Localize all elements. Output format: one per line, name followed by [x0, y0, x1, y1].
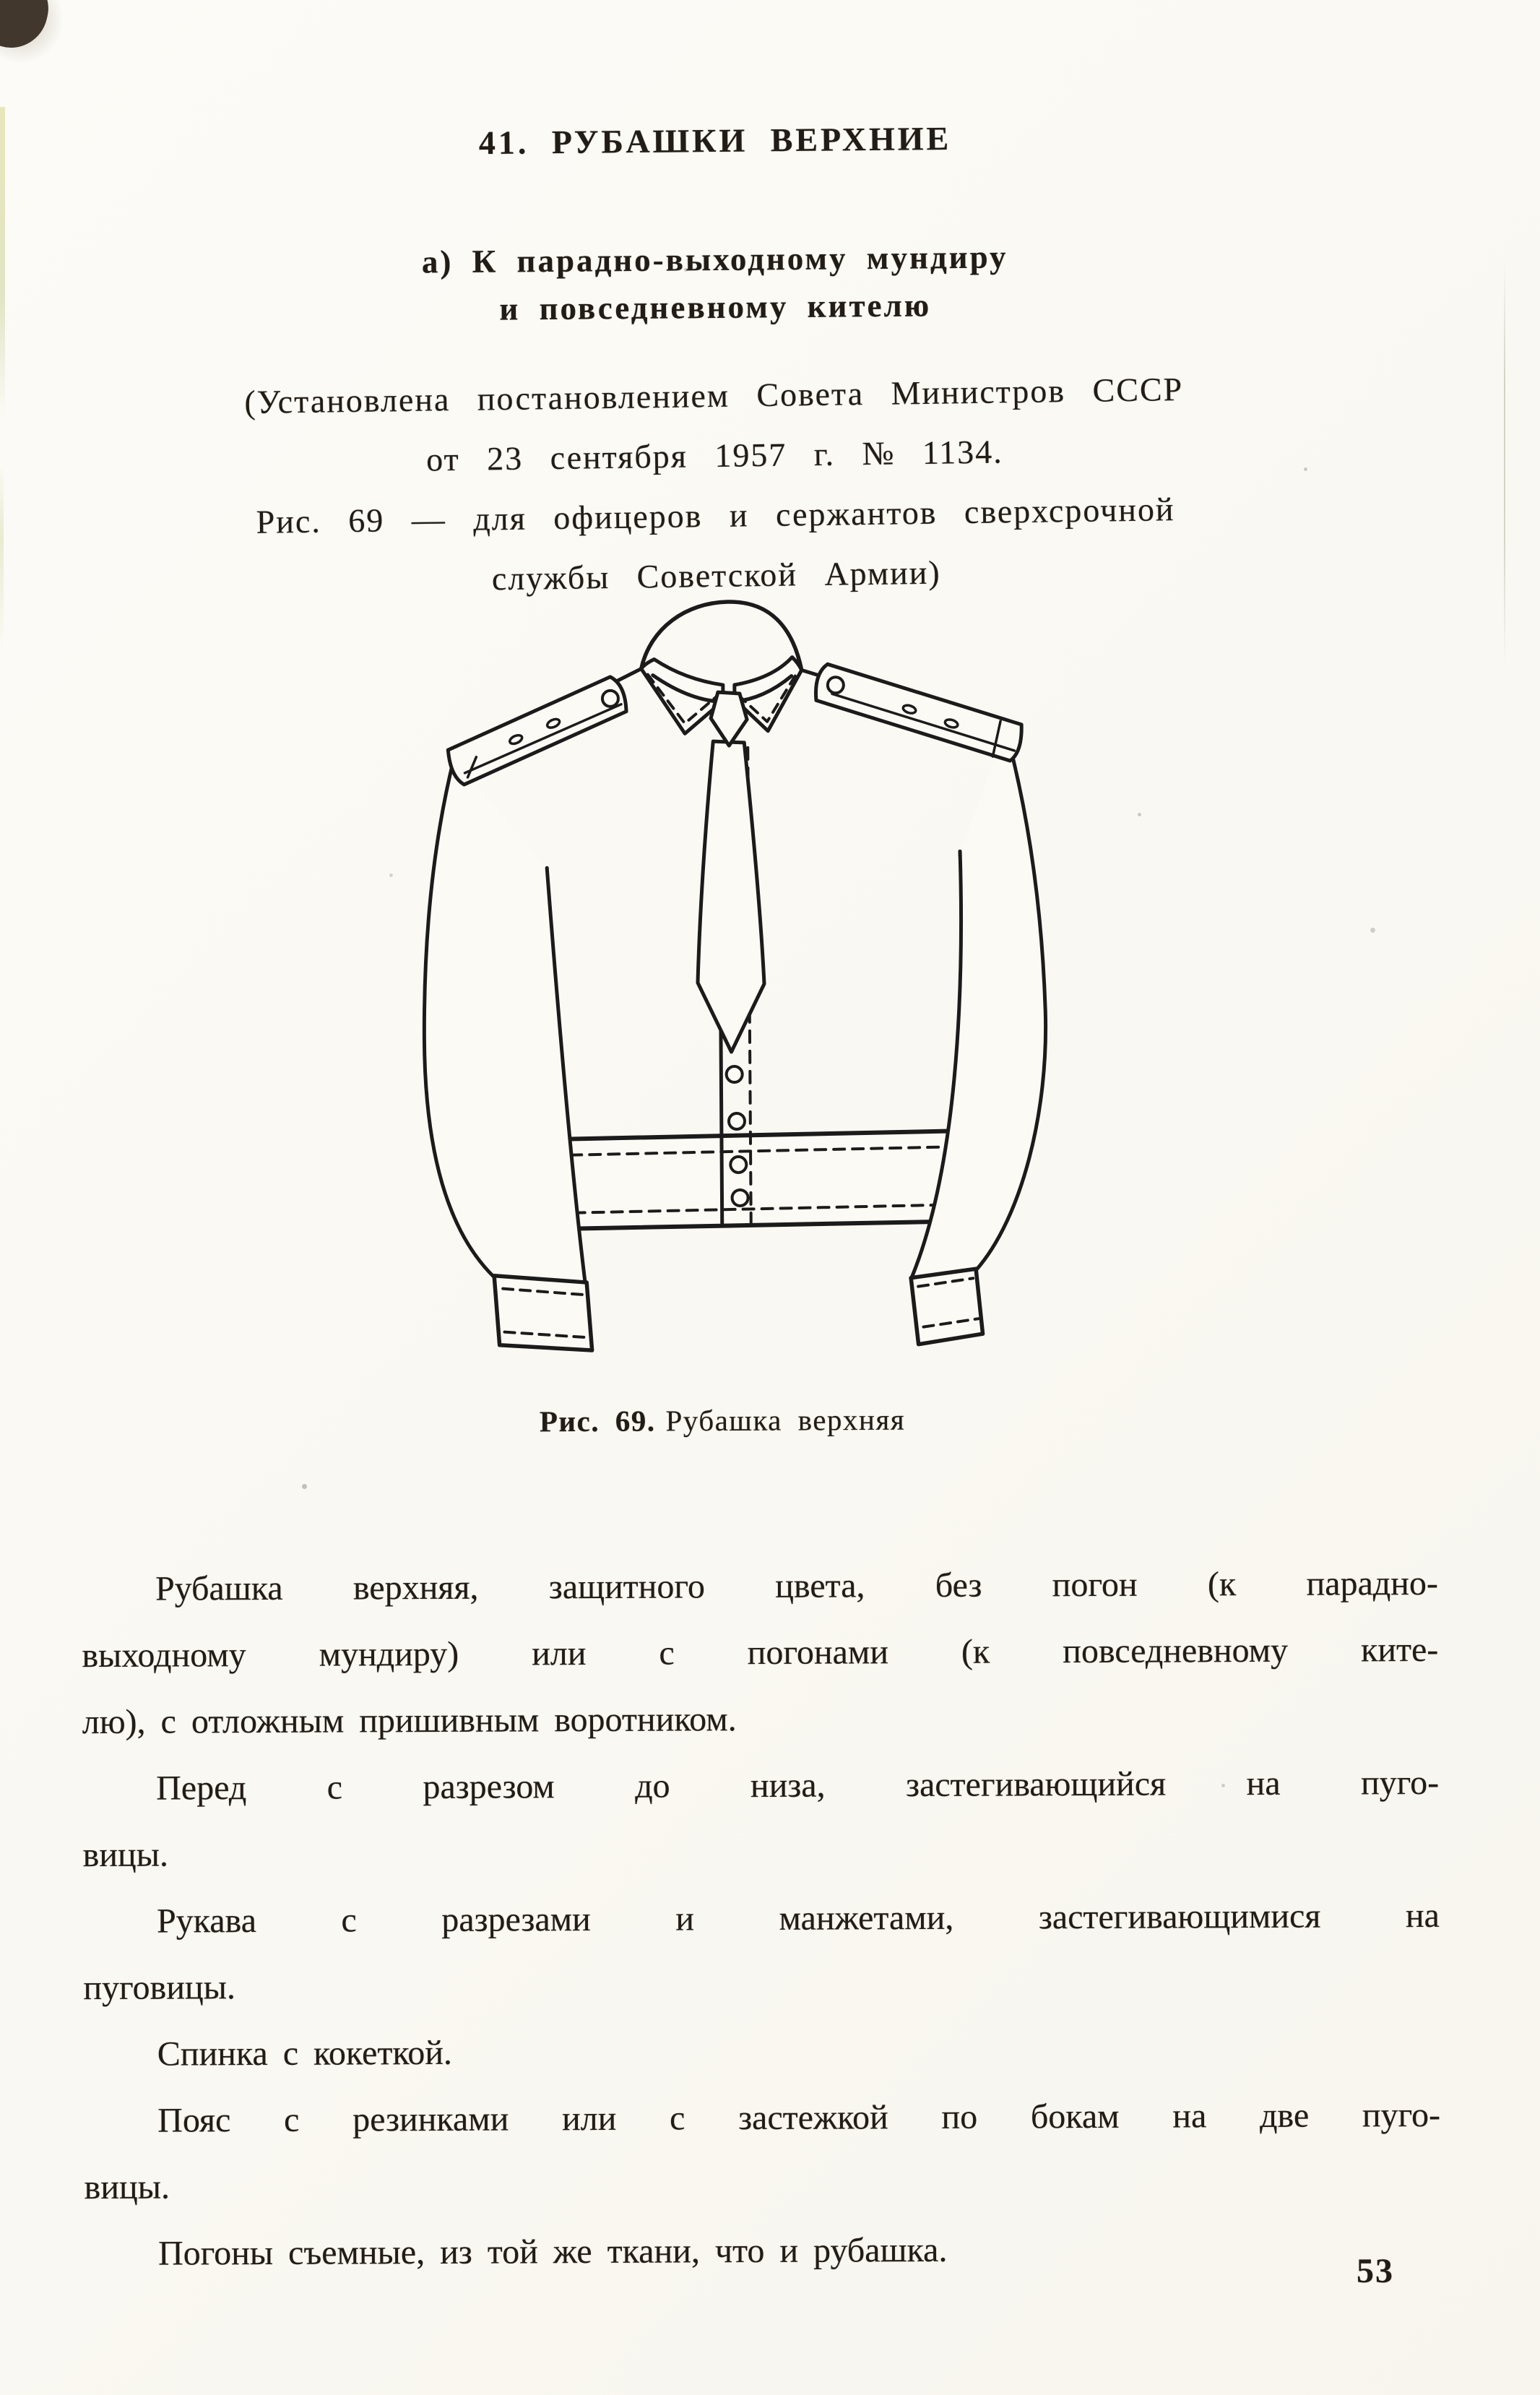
front-button [727, 1066, 743, 1082]
body-line: выходному мундиру) или с погонами (к повседневному ките- [82, 1630, 1439, 1675]
front-button [730, 1157, 746, 1173]
figure-caption-label: Рис. 69. [539, 1404, 656, 1438]
body-line: Спинка с кокеткой. [157, 2033, 453, 2073]
strap-button-right [828, 677, 844, 693]
body-line: Рубашка верхняя, защитного цвета, без погон (к парадно- [155, 1563, 1439, 1608]
figure-shirt [413, 591, 1053, 1375]
body-line: пуговицы. [83, 1968, 235, 2008]
body-text [82, 1550, 1441, 2287]
neck-opening [641, 601, 801, 670]
page-fold-line [1504, 260, 1505, 665]
page-number: 53 [1357, 2252, 1394, 2290]
body-line: лю), с отложным пришивным воротником. [82, 1700, 737, 1742]
strap-button-left [602, 691, 618, 707]
body-line: Пояс с резинками или с застежкой по бокам на две пуго- [157, 2095, 1441, 2140]
figure-caption [43, 1399, 1401, 1441]
front-button [732, 1190, 748, 1206]
body-line: Рукава с разрезами и манжетами, застегивающимися на [156, 1896, 1440, 1941]
front-button [729, 1113, 745, 1129]
shoulder-strap-right [816, 663, 1021, 761]
body-line: вицы. [82, 1835, 169, 1875]
section-title: 41. РУБАШКИ ВЕРХНИЕ [478, 119, 952, 162]
body-line: Погоны съемные, из той же ткани, что и рубашка. [157, 2230, 948, 2273]
necktie [696, 741, 764, 1052]
section-subtitle: а) К парадно-выходному мундиру и повседневному кителю [421, 238, 1008, 327]
decree-note: (Установлена постановлением Совета Министров СССР от 23 сентября 1957 г. № 1134. Рис. 69 — для офицеров и сержантов сверхсрочной службы Советской Армии) [244, 370, 1184, 597]
scan-specks [0, 0, 2, 2]
tie-knot [711, 692, 747, 746]
body-line: Перед с разрезом до низа, застегивающийся на пуго- [156, 1763, 1440, 1808]
collar-leaf-left [641, 659, 724, 734]
body-line: вицы. [84, 2167, 170, 2207]
figure-caption-text: Рубашка верхняя [665, 1402, 906, 1438]
cuff-right [911, 1269, 983, 1345]
cuff-left [494, 1275, 592, 1351]
army-shirt-line-drawing [413, 591, 1053, 1375]
